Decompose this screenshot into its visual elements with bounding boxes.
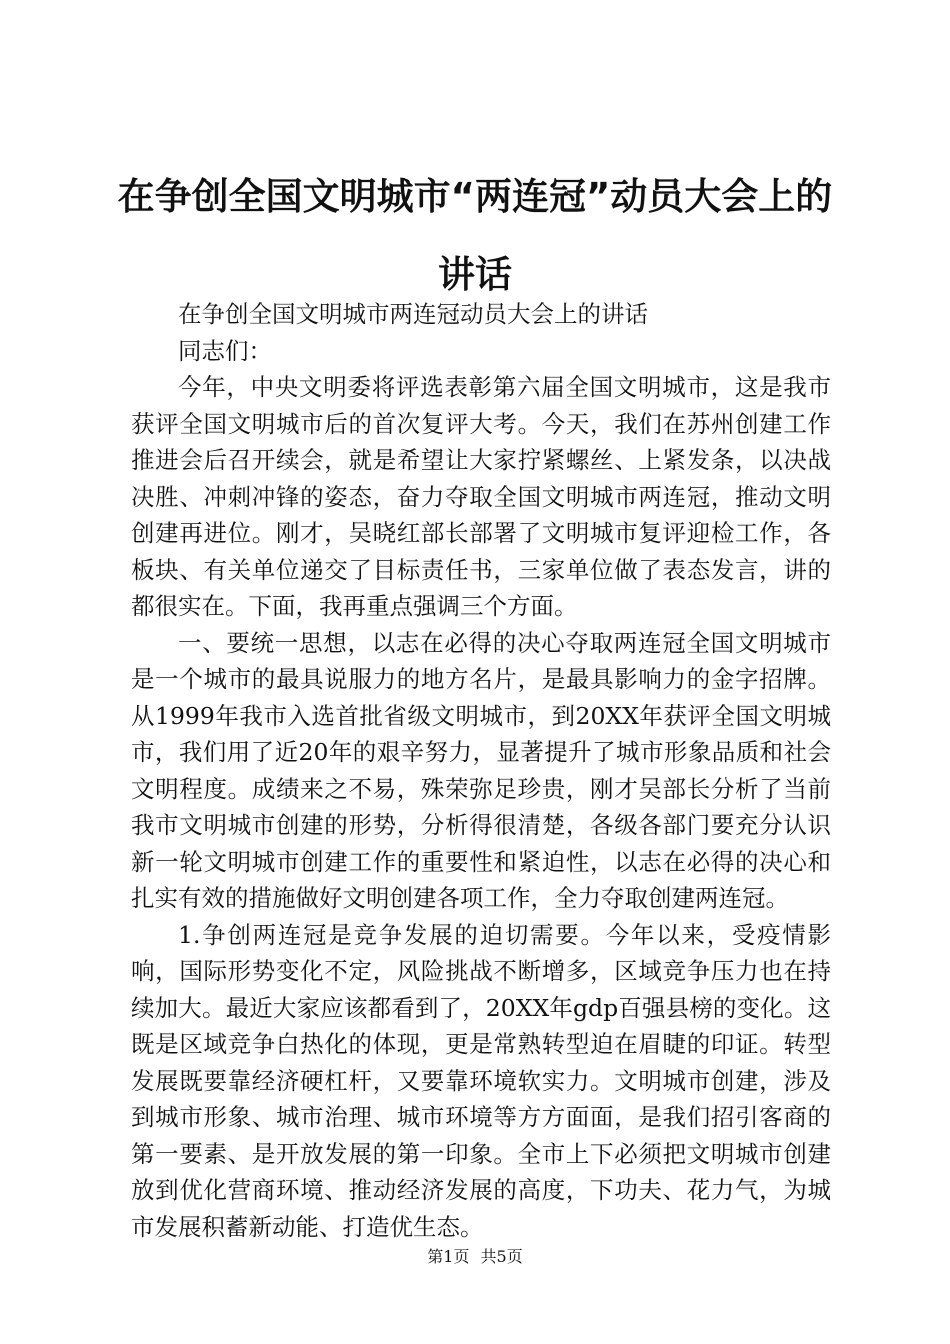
page-total: 共5页 — [480, 1247, 523, 1266]
body-paragraph: 今年，中央文明委将评选表彰第六届全国文明城市，这是我市获评全国文明城市后的首次复评大考。今天，我们在苏州创建工作推进会后召开续会，就是希望让大家拧紧螺丝、上紧发条，以决战决胜、冲刺冲锋的姿态，奋力夺取全国文明城市两连冠，推动文明创建再进位。刚才，吴晓红部长部署了文明城市复评迎检工作，各板块、有关单位递交了目标责任书，三家单位做了表态发言，讲的都很实在。下面，我再重点强调三个方面。 — [131, 373, 831, 620]
subtitle-paragraph: 在争创全国文明城市两连冠动员大会上的讲话 — [178, 300, 648, 328]
document-body — [131, 296, 831, 1245]
body-paragraph: 一、要统一思想，以志在必得的决心夺取两连冠全国文明城市是一个城市的最具说服力的地方名片，是最具影响力的金字招牌。从1999年我市入选首批省级文明城市，到20XX年获评全国文明城市，我们用了近20年的艰辛努力，显著提升了城市形象品质和社会文明程度。成绩来之不易，殊荣弥足珍贵，刚才吴部长分析了当前我市文明城市创建的形势，分析得很清楚，各级各部门要充分认识新一轮文明城市创建工作的重要性和紧迫性，以志在必得的决心和扎实有效的措施做好文明创建各项工作，全力夺取创建两连冠。 — [131, 628, 831, 912]
salutation-paragraph: 同志们： — [178, 336, 272, 365]
document-title — [110, 158, 840, 314]
page-number: 第1页 — [427, 1247, 470, 1266]
body-paragraph: 1.争创两连冠是竞争发展的迫切需要。今年以来，受疫情影响，国际形势变化不定，风险挑战不断增多，区域竞争压力也在持续加大。最近大家应该都看到了，20XX年gdp百强县榜的变化。这既是区域竞争白热化的体现，更是常熟转型迫在眉睫的印证。转型发展既要靠经济硬杠杆，又要靠环境软实力。文明城市创建，涉及到城市形象、城市治理、城市环境等方方面面，是我们招引客商的第一要素、是开放发展的第一印象。全市上下必须把文明城市创建放到优化营商环境、推动经济发展的高度，下功夫、花力气，为城市发展积蓄新动能、打造优生态。 — [131, 920, 831, 1241]
page-footer — [0, 1247, 950, 1267]
title-line-1: 在争创全国文明城市“两连冠”动员大会上的 — [117, 175, 833, 218]
title-line-2: 讲话 — [438, 253, 512, 296]
